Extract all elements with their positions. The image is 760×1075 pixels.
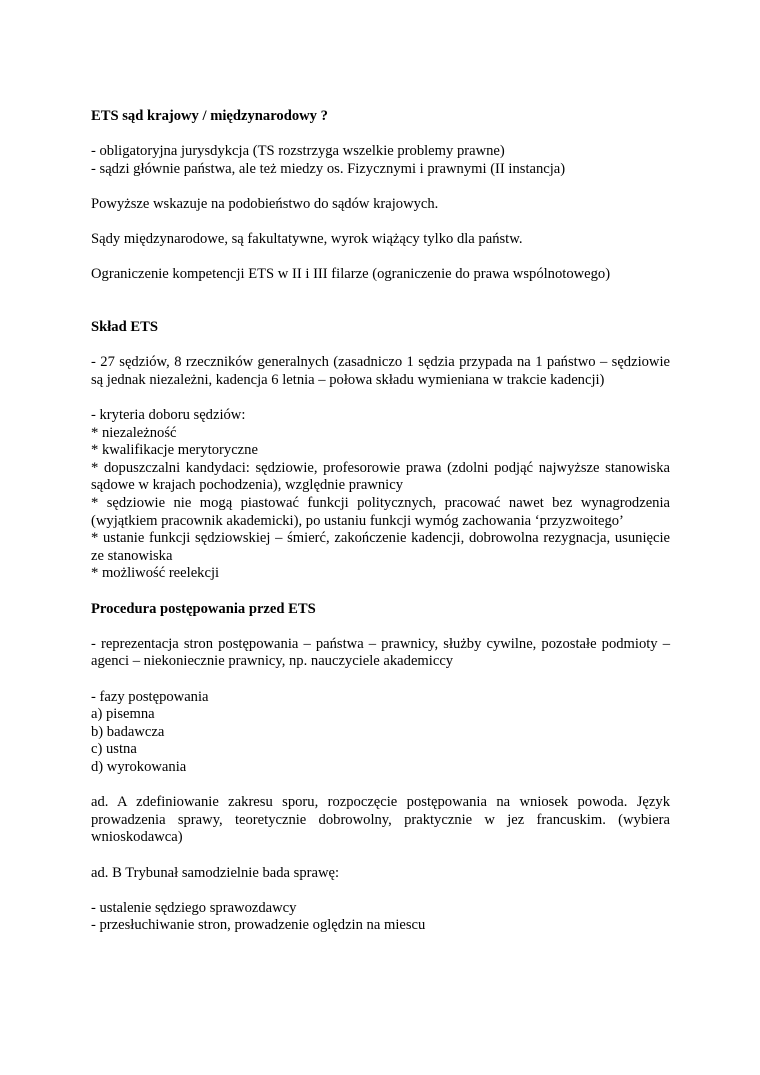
document-page — [91, 108, 670, 953]
list-item: * kwalifikacje merytoryczne — [91, 442, 258, 459]
phases-list — [91, 689, 670, 777]
list-item: - przesłuchiwanie stron, prowadzenie oględzin na miescu — [91, 917, 426, 934]
list-item: * dopuszczalni kandydaci: sędziowie, profesorowie prawa (zdolni podjąć najwyższe stanowiska sądowe w krajach pochodzenia), względnie prawnicy — [91, 459, 670, 494]
list-item: * możliwość reelekcji — [91, 565, 220, 582]
list-item: d) wyrokowania — [91, 758, 187, 775]
heading-composition: Skład ETS — [91, 319, 158, 336]
list-item: - ustalenie sędziego sprawozdawcy — [91, 899, 297, 916]
paragraph: Ograniczenie kompetencji ETS w II i III filarze (ograniczenie do prawa wspólnotowego) — [91, 266, 611, 283]
jurisdiction-list — [91, 143, 670, 178]
list-intro: - kryteria doboru sędziów: — [91, 407, 246, 424]
ad-b-list — [91, 900, 670, 935]
paragraph: Sądy międzynarodowe, są fakultatywne, wyrok wiążący tylko dla państw. — [91, 231, 523, 248]
composition-paragraph: - 27 sędziów, 8 rzeczników generalnych (zasadniczo 1 sędzia przypada na 1 państwo – sędziowie są jednak niezależni, kadencja 6 letnia – połowa składu wymieniana w trakcie kadencji) — [91, 354, 670, 388]
paragraph: Powyższe wskazuje na podobieństwo do sądów krajowych. — [91, 195, 439, 212]
list-item: - sądzi głównie państwa, ale też miedzy os. Fizycznymi i prawnymi (II instancja) — [91, 160, 566, 177]
representation-paragraph: - reprezentacja stron postępowania – państwa – prawnicy, służby cywilne, pozostałe podmioty – agenci – niekoniecznie prawnicy, np. nauczyciele akademiccy — [91, 635, 670, 670]
ad-a-paragraph: ad. A zdefiniowanie zakresu sporu, rozpoczęcie postępowania na wniosek powoda. Język prowadzenia sprawy, teoretycznie dobrowolny, praktycznie w jez francuskim. (wybiera wnioskodawca) — [91, 794, 670, 846]
list-item: b) badawcza — [91, 723, 165, 740]
heading-ets-court-type: ETS sąd krajowy / międzynarodowy ? — [91, 108, 328, 124]
list-item: a) pisemna — [91, 706, 155, 723]
list-item: * niezależność — [91, 424, 177, 441]
list-item: * ustanie funkcji sędziowskiej – śmierć, zakończenie kadencji, dobrowolna rezygnacja, usunięcie ze stanowiska — [91, 530, 670, 564]
list-item: - obligatoryjna jurysdykcja (TS rozstrzyga wszelkie problemy prawne) — [91, 143, 505, 160]
list-intro: - fazy postępowania — [91, 688, 209, 705]
ad-b-paragraph: ad. B Trybunał samodzielnie bada sprawę: — [91, 864, 340, 881]
list-item: c) ustna — [91, 741, 137, 758]
heading-procedure: Procedura postępowania przed ETS — [91, 600, 316, 617]
list-item: * sędziowie nie mogą piastować funkcji politycznych, pracować nawet bez wynagrodzenia (wyjątkiem pracownik akademicki), po ustaniu funkcji wymóg zachowania ‘przyzwoitego’ — [91, 495, 670, 529]
criteria-list — [91, 407, 670, 583]
spacer — [91, 302, 670, 320]
